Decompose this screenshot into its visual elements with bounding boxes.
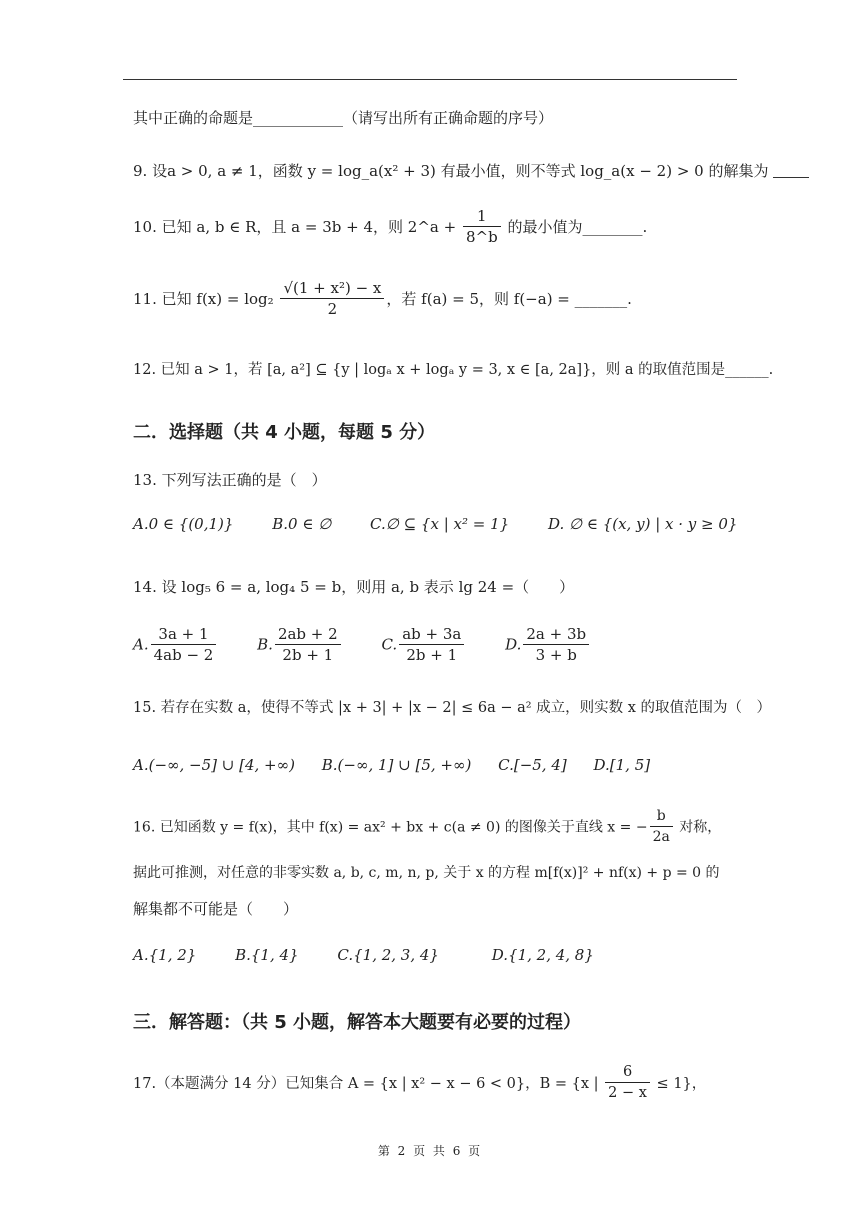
fraction-numerator: 1 (463, 206, 501, 227)
option-c: C.[−5, 4] (498, 756, 567, 774)
fraction-numerator: 2a + 3b (523, 624, 589, 645)
fraction (399, 624, 464, 665)
fraction-denominator: 8^b (465, 228, 498, 246)
fraction (650, 806, 673, 847)
question-11-pre: 11. 已知 f(x) = log₂ (133, 290, 279, 308)
fraction-numerator: 3a + 1 (151, 624, 217, 645)
fraction (275, 624, 341, 665)
question-13: 13. 下列写法正确的是（ ） (133, 471, 327, 489)
fraction-numerator: ab + 3a (399, 624, 464, 645)
header-rule (123, 79, 737, 80)
page-footer: 第 2 页 共 6 页 (377, 1144, 483, 1158)
question-16-options (133, 945, 628, 964)
question-17 (133, 1062, 706, 1103)
fraction-denominator: 2a (652, 829, 670, 845)
fraction-numerator: 2ab + 2 (275, 624, 341, 645)
question-15: 15. 若存在实数 a，使得不等式 |x + 3| + |x − 2| ≤ 6a − a² 成立，则实数 x 的取值范围为（ ） (133, 700, 772, 716)
fraction (151, 624, 217, 665)
answer-blank (773, 163, 809, 178)
question-10-post: 的最小值为________. (502, 218, 648, 236)
option-c: C.{1, 2, 3, 4} (337, 946, 439, 964)
option-label: C. (381, 635, 398, 654)
option-a: A.(−∞, −5] ∪ [4, +∞) (133, 756, 295, 774)
fraction-numerator: b (650, 806, 673, 827)
fraction-denominator: 2b + 1 (282, 646, 334, 664)
fraction-denominator: 3 + b (535, 646, 577, 664)
option-b: B.0 ∈ ∅ (272, 515, 332, 533)
line-answer-prompt: 其中正确的命题是____________（请写出所有正确命题的序号） (133, 109, 554, 127)
question-12: 12. 已知 a > 1，若 [a, a²] ⊆ {y | logₐ x + logₐ y = 3, x ∈ [a, 2a]}，则 a 的取值范围是______. (133, 362, 774, 378)
question-15-options (133, 755, 684, 774)
option-b: B.{1, 4} (235, 946, 299, 964)
fraction (463, 206, 501, 247)
question-9 (133, 160, 809, 181)
question-16-post: 对称， (674, 819, 722, 836)
question-11-post: ，若 f(a) = 5，则 f(−a) = _______. (386, 290, 632, 308)
fraction (280, 278, 384, 319)
question-13-options (133, 514, 771, 533)
option-c (381, 624, 466, 665)
question-14-options (133, 624, 625, 665)
option-d: D.{1, 2, 4, 8} (491, 946, 594, 964)
fraction-denominator: 2 (327, 300, 338, 318)
question-16-line-3: 解集都不可能是（ ） (133, 900, 299, 918)
question-10-pre: 10. 已知 a, b ∈ R，且 a = 3b + 4，则 2^a + (133, 218, 461, 236)
section-heading-choice: 二．选择题（共 4 小题，每题 5 分） (133, 422, 436, 443)
question-16-line-1 (133, 806, 721, 847)
fraction (523, 624, 589, 665)
option-d (505, 624, 591, 665)
question-17-post: ≤ 1}， (651, 1076, 707, 1092)
question-9-text: 9. 设a > 0, a ≠ 1，函数 y = log_a(x² + 3) 有最小值，则不等式 log_a(x − 2) > 0 的解集为 (133, 162, 769, 180)
fraction (605, 1062, 650, 1103)
question-17-pre: 17.（本题满分 14 分）已知集合 A = {x | x² − x − 6 < 0}，B = {x | (133, 1076, 604, 1092)
question-16-line-2: 据此可推测，对任意的非零实数 a, b, c, m, n, p, 关于 x 的方程 m[f(x)]² + nf(x) + p = 0 的 (133, 865, 720, 881)
option-label: D. (505, 635, 522, 654)
option-c: C.∅ ⊆ {x | x² = 1} (370, 515, 510, 533)
option-a: A.0 ∈ {(0,1)} (133, 515, 234, 533)
fraction-numerator: 6 (605, 1062, 650, 1083)
question-16-pre: 16. 已知函数 y = f(x)，其中 f(x) = ax² + bx + c(a ≠ 0) 的图像关于直线 x = − (133, 819, 648, 836)
option-b (257, 624, 343, 665)
option-d: D. ∅ ∈ {(x, y) | x · y ≥ 0} (547, 515, 738, 533)
option-label: A. (133, 635, 149, 654)
fraction-denominator: 2b + 1 (406, 646, 458, 664)
option-a: A.{1, 2} (133, 946, 197, 964)
option-label: B. (257, 635, 273, 654)
question-11 (133, 278, 632, 319)
fraction-denominator: 4ab − 2 (153, 646, 214, 664)
fraction-numerator: √(1 + x²) − x (280, 278, 384, 299)
question-14: 14. 设 log₅ 6 = a, log₄ 5 = b，则用 a, b 表示 lg 24 =（ ） (133, 578, 575, 596)
question-10 (133, 206, 647, 247)
fraction-denominator: 2 − x (608, 1085, 647, 1101)
option-d: D.[1, 5] (593, 756, 651, 774)
section-heading-solutions: 三．解答题：（共 5 小题，解答本大题要有必要的过程） (133, 1012, 582, 1033)
option-a (133, 624, 218, 665)
option-b: B.(−∞, 1] ∪ [5, +∞) (321, 756, 472, 774)
